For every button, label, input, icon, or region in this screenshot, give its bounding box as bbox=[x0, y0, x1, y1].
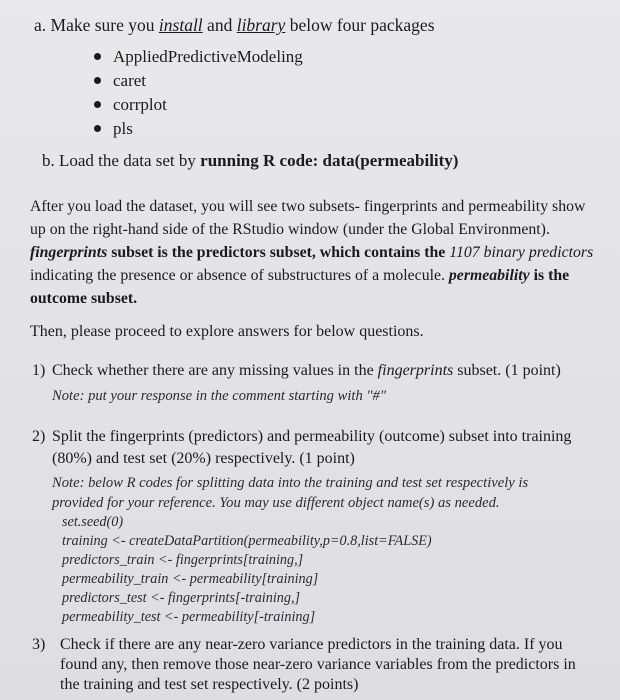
section-b-heading bbox=[42, 151, 458, 171]
bullet-icon bbox=[94, 77, 101, 84]
code-line: training <- createDataPartition(permeability,p=0.8,list=FALSE) bbox=[62, 533, 432, 549]
library-word: library bbox=[236, 15, 286, 35]
package-name: corrplot bbox=[113, 95, 167, 114]
q1-text bbox=[52, 362, 561, 380]
q2-note-2: provided for your reference. You may use different object name(s) as needed. bbox=[52, 495, 500, 511]
fingerprints-term: fingerprints bbox=[30, 244, 108, 261]
code-line: predictors_train <- fingerprints[training,] bbox=[62, 552, 304, 568]
q1-text-c: subset. (1 point) bbox=[453, 362, 561, 379]
section-a-and: and bbox=[202, 15, 237, 35]
section-b-bold: running R code: bbox=[200, 151, 323, 170]
package-item bbox=[94, 71, 146, 91]
q2-number: 2) bbox=[32, 428, 46, 445]
intro-line-4 bbox=[30, 267, 569, 285]
code-line: permeability_test <- permeability[-training] bbox=[62, 609, 316, 625]
q1-text-a: Check whether there are any missing values in the bbox=[52, 362, 378, 379]
section-a-heading bbox=[34, 15, 435, 36]
intro-line-2: up on the right-hand side of the RStudio window (under the Global Environment). bbox=[30, 221, 550, 238]
package-item bbox=[94, 95, 167, 115]
section-b-code: data(permeability) bbox=[322, 151, 459, 170]
q2-line-2: (80%) and test set (20%) respectively. (1 point) bbox=[52, 450, 355, 467]
intro-line-4-text: indicating the presence or absence of substructures of a molecule. bbox=[30, 267, 449, 284]
section-a-prefix: a. Make sure you bbox=[34, 15, 159, 35]
q2-line-1: Split the fingerprints (predictors) and permeability (outcome) subset into training bbox=[52, 428, 572, 445]
intro-line-5-bold: outcome subset. bbox=[30, 290, 138, 307]
bullet-icon bbox=[94, 101, 101, 108]
package-item bbox=[94, 47, 303, 67]
section-a-suffix: below four packages bbox=[285, 15, 435, 35]
intro-line-3-bold: subset is the predictors subset, which contains the bbox=[107, 244, 450, 261]
q3-line-2: found any, then remove those near-zero variance variables from the predictors in bbox=[60, 656, 576, 673]
q1-text-b: fingerprints bbox=[377, 362, 454, 379]
package-name: AppliedPredictiveModeling bbox=[113, 47, 303, 66]
code-line: set.seed(0) bbox=[62, 514, 124, 530]
intro-line-3 bbox=[30, 244, 593, 262]
code-line: predictors_test <- fingerprints[-training,] bbox=[62, 590, 301, 606]
q2-note-1: Note: below R codes for splitting data into the training and test set respectively is bbox=[52, 475, 529, 491]
bullet-icon bbox=[94, 125, 101, 132]
bullet-icon bbox=[94, 53, 101, 60]
package-name: caret bbox=[113, 71, 147, 90]
intro-line-5 bbox=[30, 290, 137, 308]
intro-line-1: After you load the dataset, you will see two subsets- fingerprints and permeability show bbox=[30, 198, 586, 215]
section-b-prefix: b. Load the data set by bbox=[42, 151, 201, 170]
package-name: pls bbox=[113, 119, 133, 138]
intro-line-3-italic: 1107 binary predictors bbox=[449, 244, 594, 261]
q3-number: 3) bbox=[32, 636, 46, 653]
q3-line-3: the training and test set respectively. (2 points) bbox=[60, 676, 359, 693]
code-line: permeability_train <- permeability[training] bbox=[62, 571, 319, 587]
q1-number: 1) bbox=[32, 362, 46, 379]
then-line: Then, please proceed to explore answers for below questions. bbox=[30, 323, 424, 340]
intro-line-4-bold: is the bbox=[529, 267, 570, 284]
package-item bbox=[94, 119, 133, 139]
q1-note: Note: put your response in the comment starting with "#" bbox=[52, 388, 386, 404]
permeability-term: permeability bbox=[448, 267, 530, 284]
q3-line-1: Check if there are any near-zero variance predictors in the training data. If you bbox=[60, 636, 563, 653]
install-word: install bbox=[158, 15, 203, 35]
